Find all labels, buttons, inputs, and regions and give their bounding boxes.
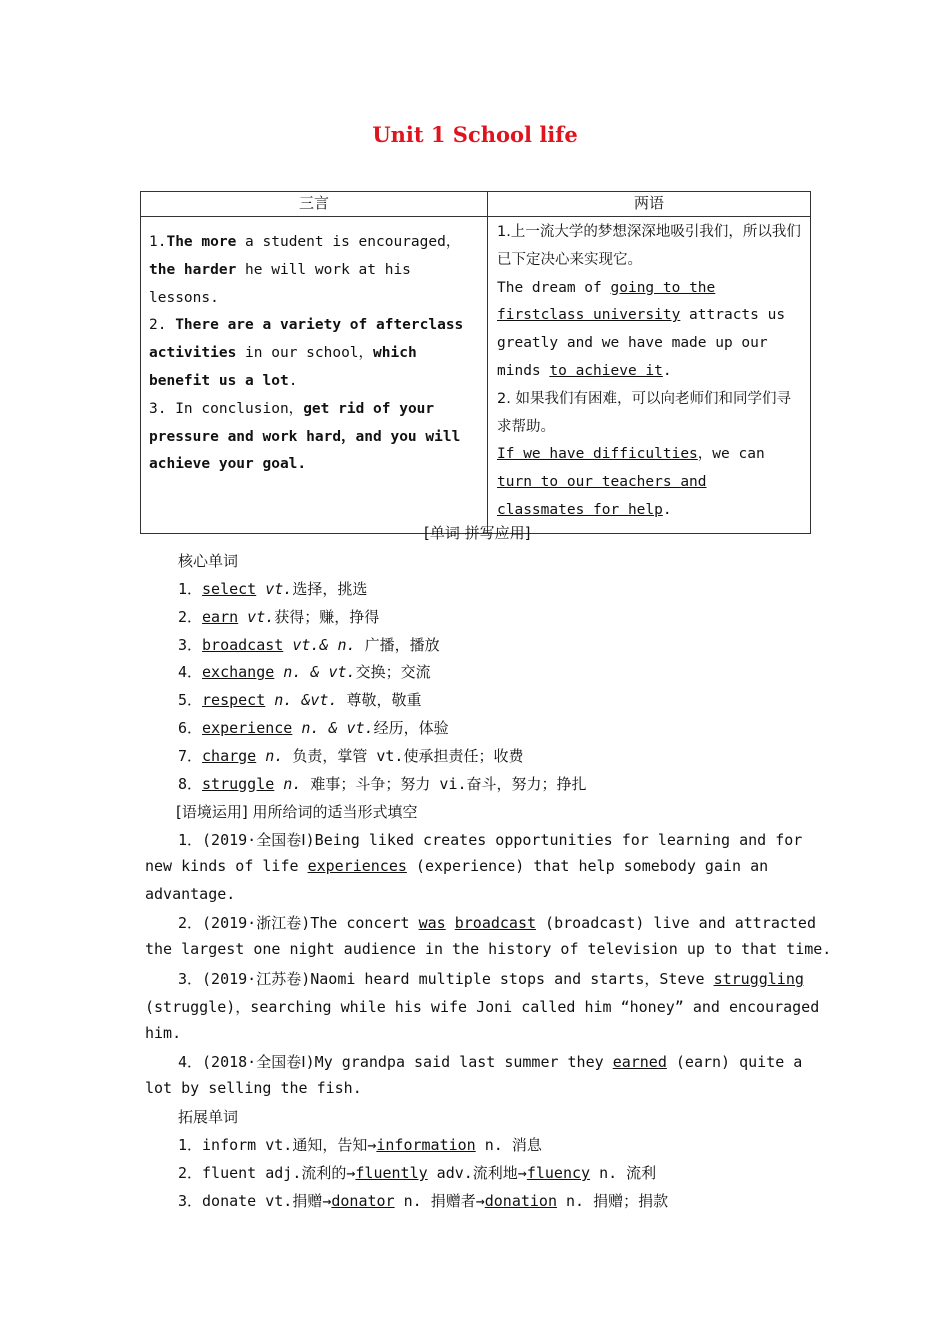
table-head-left: 三言 bbox=[141, 192, 488, 217]
extended-words-label: 拓展单词 bbox=[178, 1108, 239, 1126]
answer-blank: struggling bbox=[713, 970, 804, 988]
core-word-item: 3．broadcast vt.& n. 广播，播放 bbox=[178, 635, 440, 654]
page-title: Unit 1 School life bbox=[372, 122, 578, 147]
exercise-2-line2: the largest one night audience in the history of television up to that time. bbox=[145, 940, 832, 958]
section-header: [单词 拼写应用] bbox=[424, 524, 531, 542]
extended-word-1: 1．inform vt.通知，告知→information n. 消息 bbox=[178, 1136, 542, 1154]
core-word-item: 8．struggle n. 难事；斗争；努力 vi.奋斗，努力；挣扎 bbox=[178, 774, 587, 793]
exercise-2-line1: 2．(2019·浙江卷)The concert was broadcast (broadcast) live and attracted bbox=[178, 914, 816, 932]
exercise-1-line1: 1．(2019·全国卷Ⅰ)Being liked creates opportunities for learning and for bbox=[178, 831, 803, 849]
core-word-item: 4．exchange n. & vt.交换；交流 bbox=[178, 663, 431, 682]
extended-word-3: 3．donate vt.捐赠→donator n. 捐赠者→donation n. 捐赠；捐款 bbox=[178, 1192, 669, 1210]
sayings-table bbox=[140, 191, 811, 534]
table-cell-right: 1.上一流大学的梦想深深地吸引我们，所以我们已下定决心来实现它。 The dream of going to the firstclass university attracts us greatly and we have made up our minds to achieve it. 2. 如果我们有困难，可以向老师们和同学们寻求帮助。 If we have difficulties，we can turn to our teachers and classmates for help. bbox=[488, 217, 811, 534]
answer-blank: broadcast bbox=[454, 914, 537, 932]
core-word-item: 7．charge n. 负责，掌管 vt.使承担责任；收费 bbox=[178, 746, 524, 765]
exercise-1-line3: advantage. bbox=[145, 885, 236, 903]
exercise-3-line1: 3．(2019·江苏卷)Naomi heard multiple stops and starts，Steve struggling bbox=[178, 970, 804, 988]
table-cell-left: 1.The more a student is encouraged，the harder he will work at his lessons. 2. There are a variety of afterclass activities in our school，which benefit us a lot. 3. In conclusion，get rid of your pressure and work hard，and you will achieve your goal. bbox=[141, 217, 488, 534]
exercise-3-line2: (struggle)，searching while his wife Joni called him “honey” and encouraged bbox=[145, 998, 820, 1016]
table-head-right: 两语 bbox=[488, 192, 811, 217]
core-word-item: 1．select vt.选择，挑选 bbox=[178, 580, 368, 598]
core-word-item: 6．experience n. & vt.经历，体验 bbox=[178, 719, 449, 737]
exercise-3-line3: him. bbox=[145, 1024, 182, 1042]
core-word-item: 2．earn vt.获得；赚，挣得 bbox=[178, 607, 380, 626]
exercise-4-line1: 4．(2018·全国卷Ⅰ)My grandpa said last summer they earned (earn) quite a bbox=[178, 1053, 803, 1071]
context-label: [语境运用] 用所给词的适当形式填空 bbox=[176, 803, 418, 821]
core-word-item: 5．respect n. &vt. 尊敬，敬重 bbox=[178, 691, 422, 710]
answer-blank: earned bbox=[612, 1053, 667, 1071]
core-words-label: 核心单词 bbox=[178, 552, 239, 570]
exercise-1-line2: new kinds of life experiences (experience) that help somebody gain an bbox=[145, 857, 769, 875]
answer-blank: experiences bbox=[307, 857, 407, 875]
extended-word-2: 2．fluent adj.流利的→fluently adv.流利地→fluency n. 流利 bbox=[178, 1164, 657, 1182]
exercise-4-line2: lot by selling the fish. bbox=[145, 1079, 362, 1097]
answer-blank: was bbox=[418, 914, 446, 932]
